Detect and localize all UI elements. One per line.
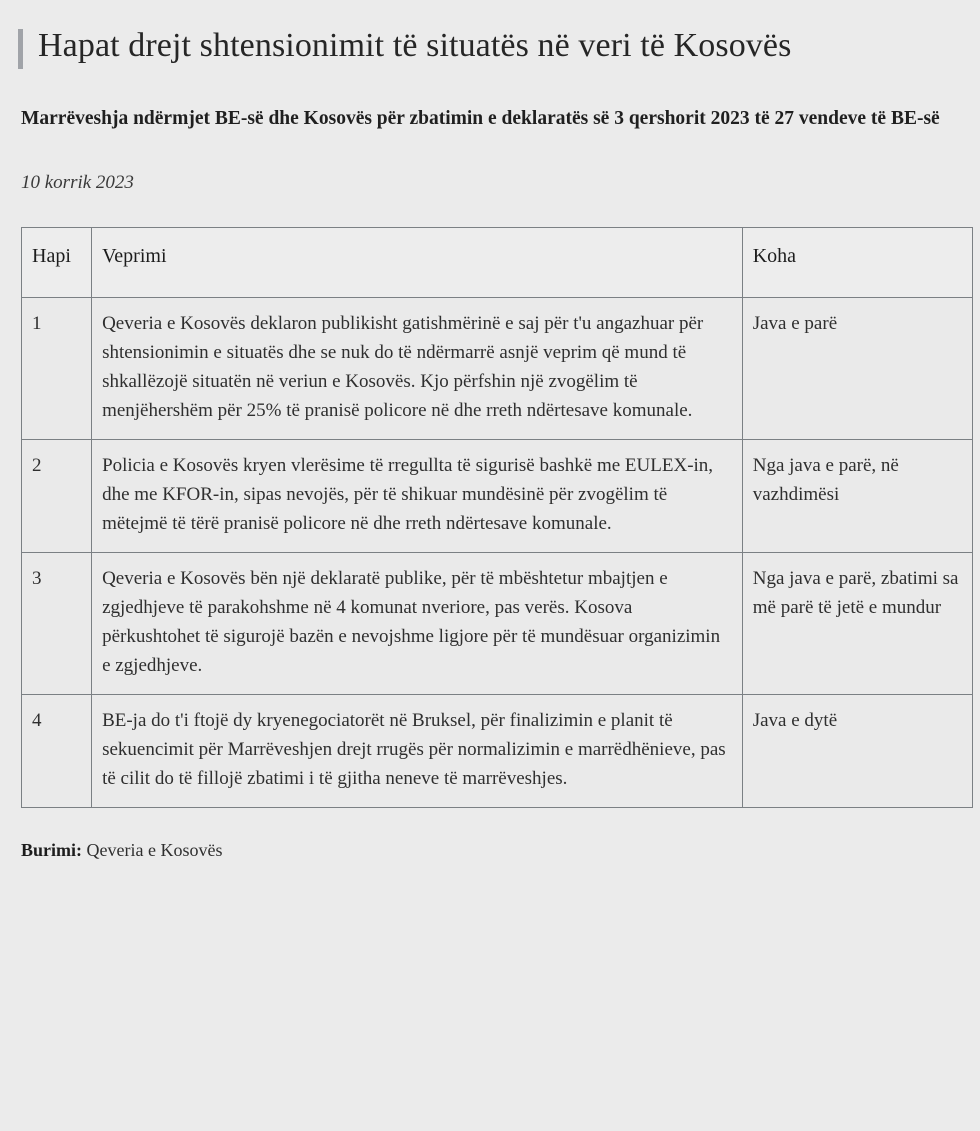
cell-action: Policia e Kosovës kryen vlerësime të rregullta të sigurisë bashkë me EULEX-in, dhe me KFOR-in, sipas nevojës, për të shikuar mundësinë për zvogëlim të mëtejmë të tërë pranisë policore në dhe rreth ndërtesave komunale.: [92, 440, 743, 553]
title-accent-bar: [18, 29, 23, 69]
source-label: Burimi:: [21, 840, 82, 860]
table-row: [22, 695, 973, 808]
column-header-time: Koha: [742, 228, 972, 298]
cell-time: Java e parë: [742, 298, 972, 440]
table-row: [22, 553, 973, 695]
table-row: [22, 440, 973, 553]
table-head: [22, 228, 973, 298]
cell-time: Nga java e parë, zbatimi sa më parë të jetë e mundur: [742, 553, 972, 695]
table-body: [22, 298, 973, 808]
cell-step: 3: [22, 553, 92, 695]
cell-time: Java e dytë: [742, 695, 972, 808]
steps-table-container: [21, 227, 973, 808]
cell-time: Nga java e parë, në vazhdimësi: [742, 440, 972, 553]
source-value: Qeveria e Kosovës: [86, 840, 223, 860]
page-title: Hapat drejt shtensionimit të situatës në veri të Kosovës: [38, 27, 792, 64]
title-row: [18, 26, 964, 69]
page-subtitle: Marrëveshja ndërmjet BE-së dhe Kosovës për zbatimin e deklaratës së 3 qershorit 2023 të 27 vendeve të BE-së: [21, 108, 940, 129]
cell-action: Qeveria e Kosovës deklaron publikisht gatishmërinë e saj për t'u angazhuar për shtensionimin e situatës dhe se nuk do të ndërmarrë asnjë veprim që mund të shkallëzojë situatën në veriun e Kosovës. Kjo përfshin një zvogëlim të menjëhershëm për 25% të pranisë policore në dhe rreth ndërtesave komunale.: [92, 298, 743, 440]
cell-action: Qeveria e Kosovës bën një deklaratë publike, për të mbështetur mbajtjen e zgjedhjeve të parakohshme në 4 komunat nveriore, pas verës. Kosova përkushtohet të sigurojë bazën e nevojshme ligjore për të mundësuar organizimin e zgjedhjeve.: [92, 553, 743, 695]
cell-step: 4: [22, 695, 92, 808]
cell-step: 1: [22, 298, 92, 440]
source-line: [21, 838, 964, 862]
steps-table: [21, 227, 973, 808]
column-header-action: Veprimi: [92, 228, 743, 298]
publication-date: 10 korrik 2023: [21, 172, 134, 193]
table-row: [22, 298, 973, 440]
cell-action: BE-ja do t'i ftojë dy kryenegociatorët në Bruksel, për finalizimin e planit të sekuencimit për Marrëveshjen drejt rrugës për normalizimin e marrëdhënieve, pas të cilit do të fillojë zbatimi i të gjitha neneve të marrëveshjes.: [92, 695, 743, 808]
table-header-row: [22, 228, 973, 298]
column-header-step: Hapi: [22, 228, 92, 298]
cell-step: 2: [22, 440, 92, 553]
